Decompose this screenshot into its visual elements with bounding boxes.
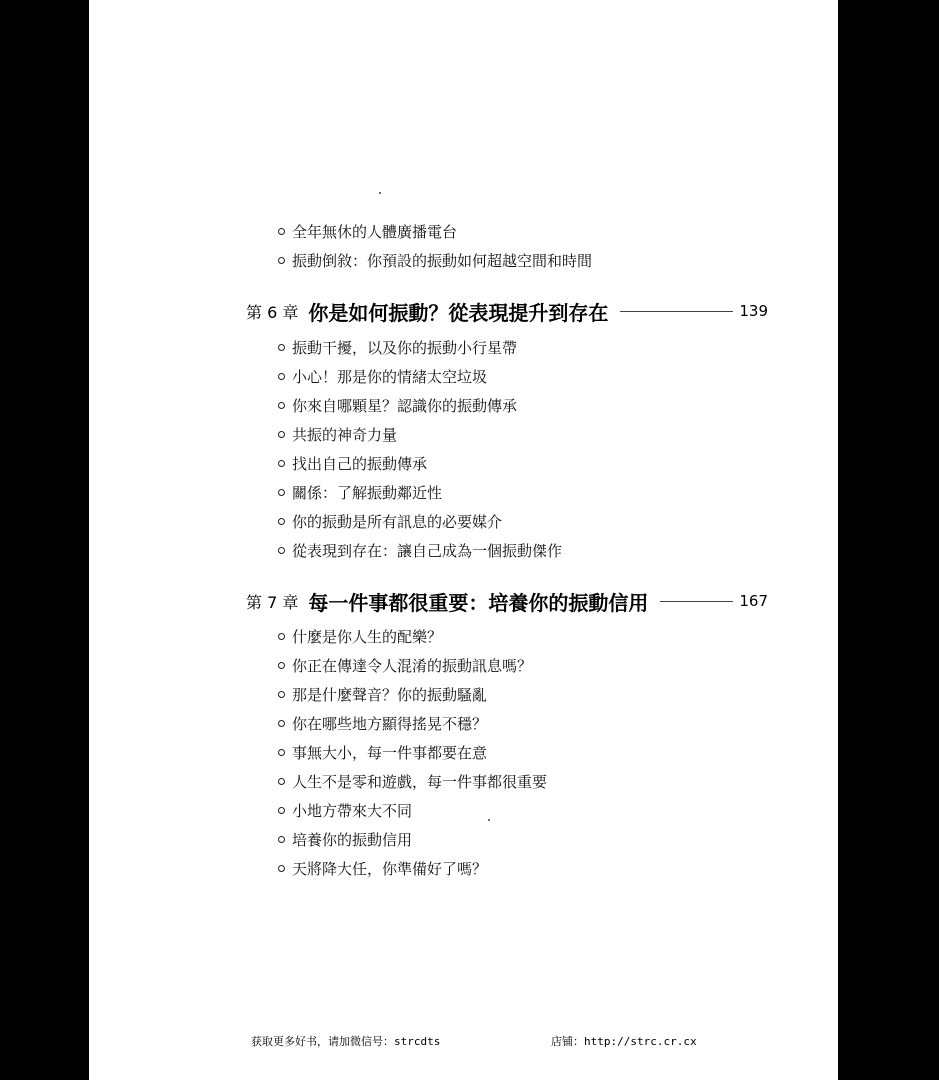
toc-item-label: 從表現到存在：讓自己成為一個振動傑作 [292, 541, 563, 560]
toc-item-label: 小地方帶來大不同 [292, 801, 413, 820]
toc-item-label: 培養你的振動信用 [292, 830, 413, 849]
toc-item [278, 538, 562, 562]
toc-item [278, 480, 442, 504]
chapter-title: 每一件事都很重要：培養你的振動信用 [308, 590, 649, 615]
dot-leader [660, 601, 733, 602]
bullet-icon [278, 749, 285, 756]
bullet-icon [278, 547, 285, 554]
toc-item [278, 451, 427, 475]
toc-item [278, 682, 487, 706]
footer-right-note: 店铺：http://strc.cr.cx [551, 1035, 697, 1048]
toc-item [278, 827, 412, 851]
dot-leader [620, 311, 733, 312]
toc-item [278, 798, 412, 822]
chapter-number: 第 7 章 [246, 592, 299, 612]
toc-item-label: 人生不是零和遊戲，每一件事都很重要 [292, 772, 548, 791]
bullet-icon [278, 836, 285, 843]
bullet-icon [278, 865, 285, 872]
toc-item [278, 219, 457, 243]
book-page [89, 0, 838, 1080]
bullet-icon [278, 691, 285, 698]
bullet-icon [278, 257, 285, 264]
toc-item [278, 769, 547, 793]
toc-item [278, 711, 487, 735]
bullet-icon [278, 431, 285, 438]
toc-item [278, 856, 487, 880]
bullet-icon [278, 402, 285, 409]
chapter-page-number: 167 [739, 592, 768, 610]
scan-speck [379, 192, 381, 194]
toc-item [278, 364, 487, 388]
toc-item-label: 振動倒敘：你預設的振動如何超越空間和時間 [292, 251, 593, 270]
bullet-icon [278, 228, 285, 235]
footer-left-note: 获取更多好书，请加微信号：strcdts [251, 1035, 441, 1048]
toc-item-label: 振動干擾，以及你的振動小行星帶 [292, 338, 518, 357]
toc-item-label: 你在哪些地方顯得搖晃不穩？ [292, 714, 488, 733]
chapter-7-heading [246, 584, 768, 618]
chapter-number: 第 6 章 [246, 302, 299, 322]
toc-item-label: 什麼是你人生的配樂？ [292, 627, 443, 646]
bullet-icon [278, 778, 285, 785]
toc-item [278, 624, 442, 648]
bullet-icon [278, 489, 285, 496]
bullet-icon [278, 633, 285, 640]
bullet-icon [278, 807, 285, 814]
bullet-icon [278, 373, 285, 380]
toc-item-label: 你正在傳達令人混淆的振動訊息嗎？ [292, 656, 533, 675]
bullet-icon [278, 344, 285, 351]
toc-item-label: 找出自己的振動傳承 [292, 454, 428, 473]
toc-item [278, 335, 517, 359]
scan-speck [488, 819, 490, 821]
bullet-icon [278, 662, 285, 669]
toc-item [278, 740, 487, 764]
toc-item-label: 共振的神奇力量 [292, 425, 398, 444]
toc-item-label: 關係：了解振動鄰近性 [292, 483, 443, 502]
toc-item-label: 全年無休的人體廣播電台 [292, 222, 458, 241]
toc-item-label: 你來自哪顆星？認識你的振動傳承 [292, 396, 518, 415]
bullet-icon [278, 460, 285, 467]
toc-item-label: 那是什麼聲音？你的振動騷亂 [292, 685, 488, 704]
toc-item [278, 248, 592, 272]
toc-item [278, 653, 532, 677]
toc-item-label: 事無大小，每一件事都要在意 [292, 743, 488, 762]
toc-item [278, 509, 502, 533]
toc-item-label: 你的振動是所有訊息的必要媒介 [292, 512, 503, 531]
bullet-icon [278, 720, 285, 727]
bullet-icon [278, 518, 285, 525]
chapter-title: 你是如何振動？從表現提升到存在 [308, 300, 609, 325]
chapter-6-heading [246, 294, 768, 328]
toc-item-label: 小心！那是你的情緒太空垃圾 [292, 367, 488, 386]
toc-item-label: 天將降大任，你準備好了嗎？ [292, 859, 488, 878]
toc-item [278, 393, 517, 417]
toc-item [278, 422, 397, 446]
chapter-page-number: 139 [739, 302, 768, 320]
